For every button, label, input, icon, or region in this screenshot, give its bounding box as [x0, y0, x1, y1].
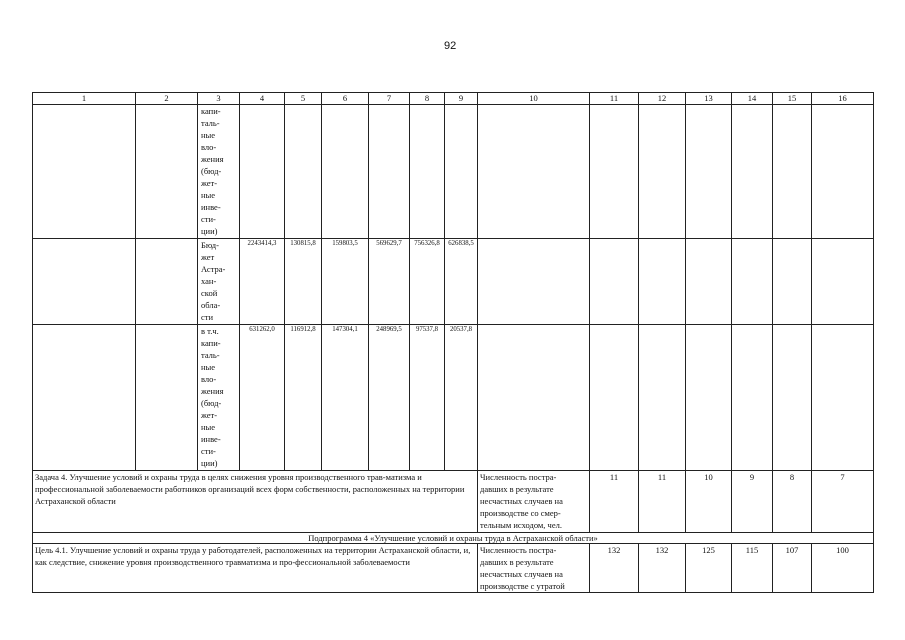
indicator-value: 9 — [732, 471, 773, 533]
task-description: Задача 4. Улучшение условий и охраны труда в целях снижения уровня производственного трав-матизма и профессиональной заболеваемости работников организаций всех форм собственности, расположенных на территории Астраханской области — [33, 471, 478, 533]
table-row — [33, 239, 874, 325]
value-cell — [322, 105, 369, 239]
value-cell: 248969,5 — [369, 325, 410, 471]
value-cell: 756326,8 — [410, 239, 445, 325]
column-header: 2 — [136, 93, 198, 105]
task-row — [33, 471, 874, 533]
subprogram-row — [33, 533, 874, 544]
goal-row — [33, 544, 874, 593]
table-row — [33, 325, 874, 471]
value-cell: 2243414,3 — [240, 239, 285, 325]
indicator-value: 107 — [773, 544, 812, 593]
value-cell: 116912,8 — [285, 325, 322, 471]
indicator-value: 11 — [639, 471, 686, 533]
header-row — [33, 93, 874, 105]
value-cell — [369, 105, 410, 239]
indicator-value: 11 — [590, 471, 639, 533]
data-table — [32, 92, 874, 593]
column-header: 5 — [285, 93, 322, 105]
value-cell — [240, 105, 285, 239]
column-header: 12 — [639, 93, 686, 105]
column-header: 6 — [322, 93, 369, 105]
indicator-value: 7 — [812, 471, 874, 533]
column-header: 15 — [773, 93, 812, 105]
indicator-value: 132 — [590, 544, 639, 593]
subprogram-title: Подпрограмма 4 «Улучшение условий и охраны труда в Астраханской области» — [33, 533, 874, 544]
column-header: 16 — [812, 93, 874, 105]
funding-source-cell: в т.ч. капи- таль- ные вло- жения (бюд- жет- ные инве- сти- ции) — [198, 325, 240, 471]
value-cell: 626838,5 — [445, 239, 478, 325]
goal-description: Цель 4.1. Улучшение условий и охраны труда у работодателей, расположенных на территории Астраханской области, и, как следствие, снижение уровня производственного травматизма и про-фессиональной заболеваемости — [33, 544, 478, 593]
column-header: 9 — [445, 93, 478, 105]
value-cell: 20537,8 — [445, 325, 478, 471]
funding-source-cell: капи- таль- ные вло- жения (бюд- жет- ные инве- сти- ции) — [198, 105, 240, 239]
indicator-value: 125 — [686, 544, 732, 593]
column-header: 11 — [590, 93, 639, 105]
value-cell: 130815,8 — [285, 239, 322, 325]
funding-source-cell: Бюд- жет Астра- хан- ской обла- сти — [198, 239, 240, 325]
value-cell: 97537,8 — [410, 325, 445, 471]
value-cell: 569629,7 — [369, 239, 410, 325]
column-header: 4 — [240, 93, 285, 105]
indicator-value: 132 — [639, 544, 686, 593]
indicator-value: 10 — [686, 471, 732, 533]
column-header: 14 — [732, 93, 773, 105]
indicator-value: 115 — [732, 544, 773, 593]
value-cell: 631262,0 — [240, 325, 285, 471]
value-cell — [285, 105, 322, 239]
value-cell — [410, 105, 445, 239]
column-header: 8 — [410, 93, 445, 105]
value-cell: 159803,5 — [322, 239, 369, 325]
column-header: 7 — [369, 93, 410, 105]
page-number: 92 — [444, 40, 457, 52]
indicator-value: 100 — [812, 544, 874, 593]
column-header: 13 — [686, 93, 732, 105]
value-cell: 147304,1 — [322, 325, 369, 471]
value-cell — [445, 105, 478, 239]
indicator-value: 8 — [773, 471, 812, 533]
indicator-cell: Численность постра- давших в результате несчастных случаев на производстве со смер- тельным исходом, чел. — [478, 471, 590, 533]
column-header: 1 — [33, 93, 136, 105]
column-header: 3 — [198, 93, 240, 105]
indicator-cell: Численность постра- давших в результате несчастных случаев на производстве с утратой — [478, 544, 590, 593]
table-row — [33, 105, 874, 239]
column-header: 10 — [478, 93, 590, 105]
